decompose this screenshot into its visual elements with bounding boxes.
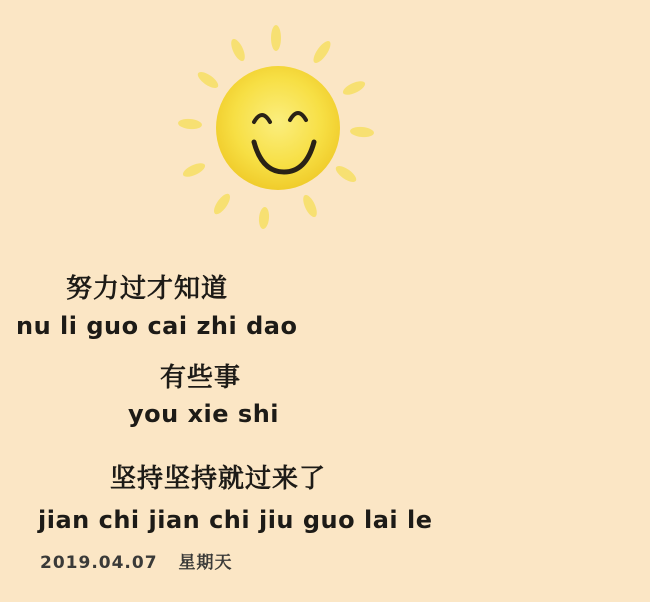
line1-chinese: 努力过才知道	[66, 274, 229, 304]
line2-chinese: 有些事	[160, 363, 242, 393]
line1-pinyin: nu li guo cai zhi dao	[16, 312, 298, 340]
line3-chinese: 坚持坚持就过来了	[110, 464, 327, 494]
line3-pinyin: jian chi jian chi jiu guo lai le	[38, 506, 433, 534]
line2-pinyin: you xie shi	[128, 400, 280, 428]
weekday-text: 星期天	[178, 553, 233, 573]
date-text: 2019.04.07	[40, 553, 158, 573]
smiling-sun-illustration	[150, 10, 400, 240]
date-stamp	[40, 548, 232, 573]
